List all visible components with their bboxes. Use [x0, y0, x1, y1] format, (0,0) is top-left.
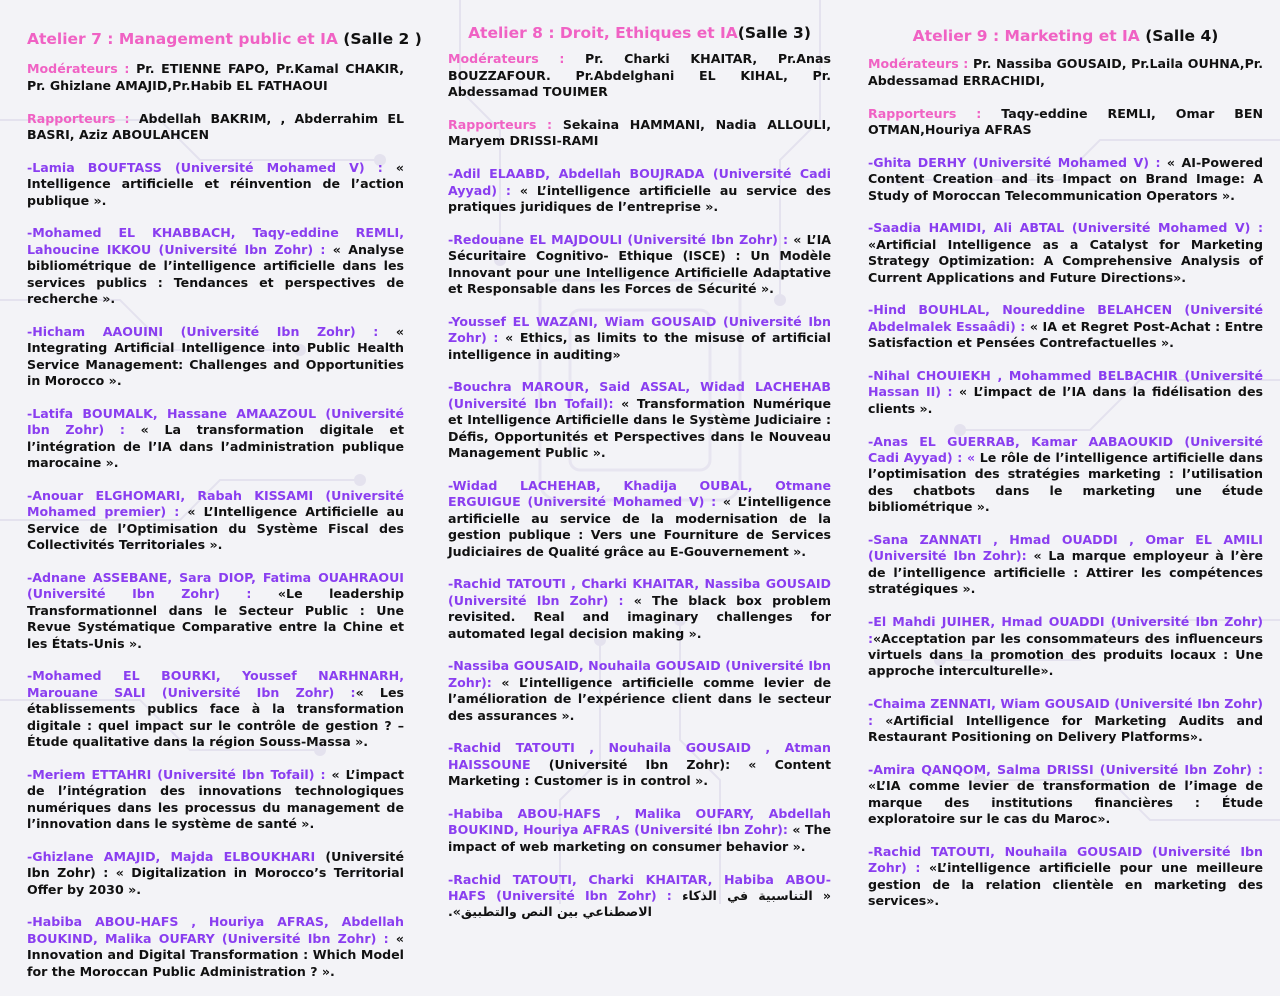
paper-entry	[868, 532, 1263, 598]
paper-title: « L’intelligence artificielle comme levier de l’amélioration de l’expérience client dans le secteur des assurances ».	[448, 674, 831, 723]
paper-title: (Université Ibn Zohr): « Content Marketing : Customer is in control ».	[448, 756, 831, 789]
workshop-name: Atelier 9 : Marketing et IA	[912, 27, 1140, 45]
paper-entry	[448, 379, 831, 461]
paper-authors: -Rachid TATOUTI, Nouhaila GOUSAID (Université Ibn Zohr) :	[868, 843, 1263, 876]
paper-entry	[27, 849, 404, 898]
reporters-names: Abdellah BAKRIM, , Abderrahim EL BASRI, Aziz ABOULAHCEN	[27, 110, 404, 143]
paper-entry	[27, 914, 404, 980]
paper-title: « التناسبية في الذكاء الاصطناعي بين النص والتطبيق».	[448, 887, 831, 920]
paper-entry	[868, 696, 1263, 745]
paper-title: « L’impact de l’intégration des innovations technologiques numériques dans les processus du management de l’innovation dans le système de santé ».	[27, 766, 404, 831]
reporters-label: Rapporteurs :	[868, 105, 1002, 121]
paper-authors: -Habiba ABOU-HAFS , Malika OUFARY, Abdellah BOUKIND, Houriya AFRAS (Université Ibn Zohr):	[448, 805, 831, 838]
moderators-names: Pr. ETIENNE FAPO, Pr.Kamal CHAKIR, Pr. Ghizlane AMAJID,Pr.Habib EL FATHAOUI	[27, 61, 404, 93]
workshop-room: (Salle 2 )	[337, 30, 422, 48]
paper-title: « AI-Powered Content Creation and its Impact on Brand Image: A Study of Moroccan Telecommunication Operators ».	[868, 154, 1263, 203]
paper-authors: -Widad LACHEHAB, Khadija OUBAL, Otmane ERGUIGUE (Université Mohamed V) :	[448, 477, 831, 510]
paper-entry	[868, 155, 1263, 204]
paper-authors: -Anas EL GUERRAB, Kamar AABAOUKID (Université Cadi Ayyad) : «	[868, 433, 1263, 466]
paper-title: «Artificial Intelligence for Marketing Audits and Restaurant Positioning on Delivery Platforms».	[868, 712, 1263, 744]
paper-entry	[868, 220, 1263, 286]
paper-title: « Innovation and Digital Transformation : Which Model for the Moroccan Public Administration ? ».	[27, 930, 404, 979]
paper-title: (Université Ibn Zohr) : « Digitalization in Morocco’s Territorial Offer by 2030 ».	[27, 848, 404, 897]
paper-authors: -Mohamed EL KHABBACH, Taqy-eddine REMLI, Lahoucine IKKOU (Université Ibn Zohr) :	[27, 225, 404, 257]
paper-authors: -Bouchra MAROUR, Said ASSAL, Widad LACHEHAB (Université Ibn Tofail):	[448, 379, 831, 411]
paper-title: « Les établissements publics face à la transformation digitale : quel impact sur le contrôle de gestion ? – Étude qualitative dans la région Souss-Massa ».	[27, 684, 404, 749]
moderators	[27, 61, 404, 94]
paper-entry	[448, 314, 831, 363]
paper-authors: -Adil ELAABD, Abdellah BOUJRADA (Université Cadi Ayyad) :	[448, 166, 831, 198]
paper-title: «L’IA comme levier de transformation de l’image de marque des institutions financières : Étude exploratoire sur le cas du Maroc».	[868, 778, 1263, 826]
paper-entry	[868, 302, 1263, 351]
paper-title: « Ethics, as limits to the misuse of artificial intelligence in auditing»	[448, 330, 832, 362]
paper-title: « Integrating Artificial Intelligence into Public Health Service Management: Challenges and Opportunities in Morocco ».	[27, 323, 404, 389]
reporters	[27, 111, 404, 144]
paper-title: « L’impact de l’IA dans la fidélisation des clients ».	[868, 384, 1263, 416]
paper-authors: -Nihal CHOUIEKH , Mohammed BELBACHIR (Université Hassan II) :	[868, 368, 1263, 400]
moderators-label: Modérateurs :	[868, 56, 973, 72]
paper-entry	[868, 844, 1263, 910]
workshop-room: (Salle 3)	[737, 24, 811, 42]
paper-entry	[448, 478, 831, 560]
paper-title: « The impact of web marketing on consumer behavior ».	[448, 822, 831, 854]
workshop-column-8	[448, 0, 831, 937]
paper-entry	[448, 806, 831, 855]
paper-entry	[868, 434, 1263, 516]
paper-authors: -Meriem ETTAHRI (Université Ibn Tofail) :	[27, 766, 326, 782]
workshop-room: (Salle 4)	[1139, 27, 1219, 45]
paper-authors: -Ghita DERHY (Université Mohamed V) :	[868, 154, 1161, 170]
paper-authors: -Hind BOUHLAL, Noureddine BELAHCEN (Université Abdelmalek Essaâdi) :	[868, 302, 1263, 334]
paper-title: « Analyse bibliométrique de l’intelligence artificielle dans les services publics : Tendances et perspectives de recherche ».	[27, 241, 404, 307]
paper-authors: -Hicham AAOUINI (Université Ibn Zohr) :	[27, 323, 379, 339]
paper-title: « Transformation Numérique et Intelligence Artificielle dans le Système Judiciaire : Défis, Opportunités et Perspectives dans le Nouveau Management Public ».	[448, 395, 831, 461]
paper-title: « L’intelligence artificielle au service de la modernisation de la gestion publique : Vers une Fourniture de Services Judiciaires de Qualité grâce au E-Gouvernement ».	[448, 494, 831, 559]
paper-title: « L’intelligence artificielle au service des pratiques juridiques de l’entreprise ».	[448, 182, 832, 215]
moderators-names: Pr. Charki KHAITAR, Pr.Anas BOUZZAFOUR. Pr.Abdelghani EL KIHAL, Pr. Abdessamad TOUIMER	[448, 51, 831, 100]
paper-authors: -Mohamed EL BOURKI, Youssef NARHNARH, Marouane SALI (Université Ibn Zohr) :	[27, 668, 404, 700]
paper-title: « La marque employeur à l’ère de l’intelligence artificielle : Attirer les compétences stratégiques ».	[868, 548, 1263, 597]
paper-title: «L’intelligence artificielle pour une meilleure gestion de la relation clientèle en marketing des services».	[868, 860, 1263, 908]
paper-title: «Acceptation par les consommateurs des influenceurs virtuels dans la promotion des produits locaux : Une approche interculturelle».	[868, 630, 1263, 679]
paper-authors: -Amira QANQOM, Salma DRISSI (Université Ibn Zohr) :	[868, 761, 1263, 777]
paper-title: « Intelligence artificielle et réinvention de l’action publique ».	[27, 159, 404, 208]
paper-entry	[448, 576, 831, 642]
moderators-names: Pr. Nassiba GOUSAID, Pr.Laila OUHNA,Pr. Abdessamad ERRACHIDI,	[868, 56, 1263, 88]
paper-authors: -Ghizlane AMAJID, Majda ELBOUKHARI	[27, 848, 316, 864]
paper-authors: -Chaima ZENNATI, Wiam GOUSAID (Université Ibn Zohr) :	[868, 696, 1263, 728]
paper-title: Le rôle de l’intelligence artificielle dans l’optimisation des stratégies marketing : l’utilisation des chatbots dans le marketing une étude bibliométrique ».	[868, 450, 1263, 515]
paper-entry	[27, 570, 404, 652]
workshop-title	[448, 25, 831, 41]
paper-authors: -Rachid TATOUTI , Charki KHAITAR, Nassiba GOUSAID (Université Ibn Zohr) :	[448, 576, 831, 608]
reporters-label: Rapporteurs :	[27, 110, 139, 126]
paper-entry	[27, 324, 404, 390]
paper-title: « L’IA Sécuritaire Cognitivo- Ethique (ISCE) : Un Modèle Innovant pour une Intelligence Artificielle Adaptative et Responsable dans les Forces de Sécurité ».	[448, 231, 831, 297]
reporters	[448, 117, 831, 150]
moderators-label: Modérateurs :	[448, 51, 586, 67]
reporters-names: Sekaina HAMMANI, Nadia ALLOULI, Maryem DRISSI-RAMI	[448, 117, 831, 149]
paper-authors: -El Mahdi JUIHER, Hmad OUADDI (Université Ibn Zohr) :	[868, 614, 1263, 646]
paper-title: «Artificial Intelligence as a Catalyst for Marketing Strategy Optimization: A Comprehensive Analysis of Current Applications and Future Directions».	[868, 236, 1263, 285]
paper-authors: -Nassiba GOUSAID, Nouhaila GOUSAID (Université Ibn Zohr):	[448, 658, 831, 690]
paper-authors: -Anouar ELGHOMARI, Rabah KISSAMI (Université Mohamed premier) :	[27, 487, 404, 520]
paper-authors: -Rachid TATOUTI , Nouhaila GOUSAID , Atman HAISSOUNE	[448, 740, 831, 772]
reporters	[868, 106, 1263, 139]
paper-entry	[27, 160, 404, 209]
paper-title: « La transformation digitale et l’intégration de l’IA dans l’administration publique marocaine ».	[27, 422, 404, 471]
moderators	[448, 51, 831, 100]
paper-authors: -Redouane EL MAJDOULI (Université Ibn Zohr) :	[448, 231, 789, 247]
reporters-label: Rapporteurs :	[448, 117, 563, 133]
paper-authors: -Habiba ABOU-HAFS , Houriya AFRAS, Abdellah BOUKIND, Malika OUFARY (Université Ibn Zohr) :	[27, 914, 404, 946]
workshop-column-7	[27, 0, 422, 996]
moderators-label: Modérateurs :	[27, 61, 137, 77]
paper-title: « The black box problem revisited. Real and imaginary challenges for automated legal decision making ».	[448, 592, 831, 641]
paper-entry	[27, 406, 404, 472]
paper-entry	[868, 614, 1263, 680]
workshop-name: Atelier 8 : Droit, Ethiques et IA	[468, 24, 738, 42]
paper-authors: -Adnane ASSEBANE, Sara DIOP, Fatima OUAHRAOUI (Université Ibn Zohr) :	[27, 569, 404, 602]
reporters-names: Taqy-eddine REMLI, Omar BEN OTMAN,Houriya AFRAS	[868, 105, 1263, 138]
paper-entry	[448, 166, 831, 215]
paper-authors: -Sana ZANNATI , Hmad OUADDI , Omar EL AMILI (Université Ibn Zohr):	[868, 532, 1263, 564]
paper-entry	[27, 767, 404, 833]
paper-authors: -Youssef EL WAZANI, Wiam GOUSAID (Université Ibn Zohr) :	[448, 313, 831, 346]
workshop-name: Atelier 7 : Management public et IA	[27, 30, 338, 48]
paper-authors: -Lamia BOUFTASS (Université Mohamed V) :	[27, 159, 383, 175]
paper-entry	[448, 232, 831, 298]
workshop-column-9	[868, 0, 1263, 926]
paper-title: « IA et Regret Post-Achat : Entre Satisfaction et Pensées Contrefactuelles ».	[868, 318, 1263, 351]
workshop-title	[27, 30, 422, 48]
paper-authors: -Latifa BOUMALK, Hassane AMAAZOUL (Université Ibn Zohr) :	[27, 405, 404, 438]
paper-title: « L’Intelligence Artificielle au Service de l’Optimisation du Système Fiscal des Collectivités Territoriales ».	[27, 504, 404, 553]
paper-authors: -Saadia HAMIDI, Ali ABTAL (Université Mohamed V) :	[868, 220, 1263, 236]
moderators	[868, 56, 1263, 89]
paper-entry	[448, 658, 831, 724]
workshop-title	[868, 28, 1263, 44]
paper-entry	[27, 488, 404, 554]
paper-title: «Le leadership Transformationnel dans le Secteur Public : Une Revue Systématique Comparative entre la Chine et les États-Unis ».	[27, 586, 404, 651]
paper-entry	[27, 668, 404, 750]
paper-authors: -Rachid TATOUTI, Charki KHAITAR, Habiba ABOU-HAFS (Université Ibn Zohr) :	[448, 871, 831, 903]
paper-entry	[448, 740, 831, 789]
paper-entry	[868, 368, 1263, 417]
paper-entry	[868, 762, 1263, 828]
paper-entry	[448, 872, 831, 921]
paper-entry	[27, 225, 404, 307]
